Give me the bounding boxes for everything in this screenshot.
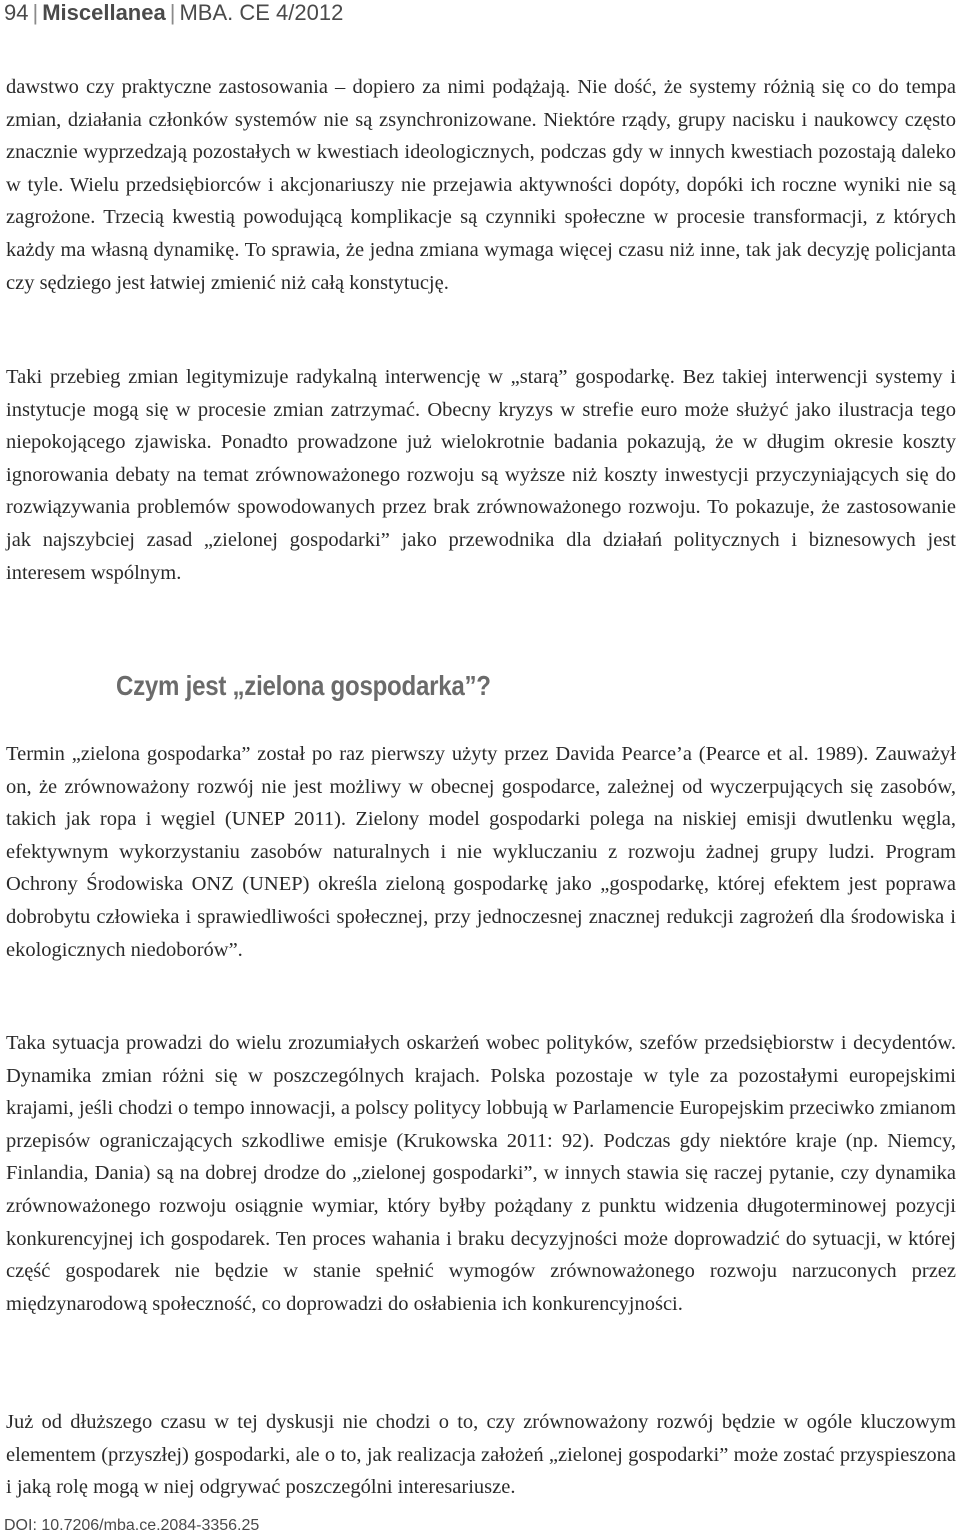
body-paragraph: Taki przebieg zmian legitymizuje radykalną interwencję w „starą” gospodarkę. Bez takiej interwencji systemy i instytucje mogą się w procesie zmian zatrzymać. Obecny kryzys w strefie euro może służyć jako ilustracja tego niepokojącego zjawiska. Ponadto prowadzone już wielokrotnie badania pokazują, że w długim okresie koszty ignorowania debaty na temat zrównoważonego rozwoju są wyższe niż koszty inwestycji przyczyniających się do rozwiązywania problemów spowodowanych przez brak zrównoważonego rozwoju. To pokazuje, że zastosowanie jak najszybciej zasad „zielonej gospodarki” jako przewodnika dla działań politycznych i biznesowych jest interesem wspólnym. xyxy=(6,366,956,584)
section-name: Miscellanea xyxy=(42,0,166,25)
doi-footer: DOI: 10.7206/mba.ce.2084-3356.25 xyxy=(4,1517,260,1534)
body-paragraph: Już od dłuższego czasu w tej dyskusji nie chodzi o to, czy zrównoważony rozwój będzie w ogóle kluczowym elementem (przyszłej) gospodarki, ale o to, jak realizacja założeń „zielonej gospodarki” może zostać przyspieszona i jaką rolę mogą w niej odgrywać poszczególni interesariusze. xyxy=(6,1411,956,1499)
journal-issue: MBA. CE 4/2012 xyxy=(179,0,344,25)
header-separator: | xyxy=(32,0,39,25)
page-number: 94 xyxy=(4,0,29,25)
header-separator-2: | xyxy=(169,0,176,25)
section-heading: Czym jest „zielona gospodarka”? xyxy=(116,670,491,701)
body-paragraph: dawstwo czy praktyczne zastosowania – dopiero za nimi podążają. Nie dość, że systemy różnią się co do tempa zmian, działania członków systemów nie są zsynchronizowane. Niektóre rządy, grupy nacisku i naukowcy często znacznie wyprzedzają pozostałych w kwestiach ideologicznych, podczas gdy w innych kwestiach pozostają daleko w tyle. Wielu przedsiębiorców i akcjonariuszy nie przejawia aktywności dopóty, dopóki ich roczne wyniki nie są zagrożone. Trzecią kwestią powodującą komplikacje są czynniki społeczne w procesie transformacji, z których każdy ma własną dynamikę. To sprawia, że jedna zmiana wymaga więcej czasu niż inne, tak jak decyzję policjanta czy sędziego jest łatwiej zmienić niż całą konstytucję. xyxy=(6,76,956,294)
body-paragraph: Taka sytuacja prowadzi do wielu zrozumiałych oskarżeń wobec polityków, szefów przedsiębiorstw i decydentów. Dynamika zmian różni się w poszczególnych krajach. Polska pozostaje w tyle za pozostałymi europejskimi krajami, jeśli chodzi o tempo innowacji, a polscy politycy lobbują w Parlamencie Europejskim przeciwko zmianom przepisów ograniczających szkodliwe emisje (Krukowska 2011: 92). Podczas gdy niektóre kraje (np. Niemcy, Finlandia, Dania) są na dobrej drodze do „zielonej gospodarki”, w innych stawia się raczej pytanie, czy dynamika zrównoważonego rozwoju osiągnie wymiar, który byłby pożądany z punktu widzenia długoterminowej pozycji konkurencyjnej ich gospodarek. Ten proces wahania i braku decyzyjności może doprowadzić do sytuacji, w której część gospodarek nie będzie w stanie spełnić wymogów zrównoważonego rozwoju narzuconych przez międzynarodową społeczność, co doprowadzi do osłabienia ich konkurencyjności. xyxy=(6,1032,956,1315)
body-paragraph: Termin „zielona gospodarka” został po raz pierwszy użyty przez Davida Pearce’a (Pearce et al. 1989). Zauważył on, że zrównoważony rozwój nie jest możliwy w obecnej gospodarce, zależnej od wyczerpujących się zasobów, takich jak ropa i węgiel (UNEP 2011). Zielony model gospodarki polega na niskiej emisji dwutlenku węgla, efektywnym wykorzystaniu zasobów naturalnych i nie wykluczaniu z rozwoju żadnej grupy ludzi. Program Ochrony Środowiska ONZ (UNEP) określa zieloną gospodarkę jako „gospodarkę, której efektem jest poprawa dobrobytu człowieka i sprawiedliwości społecznej, przy jednoczesnej znacznej redukcji zagrożeń dla środowiska i ekologicznych niedoborów”. xyxy=(6,743,956,961)
running-header xyxy=(4,0,343,30)
